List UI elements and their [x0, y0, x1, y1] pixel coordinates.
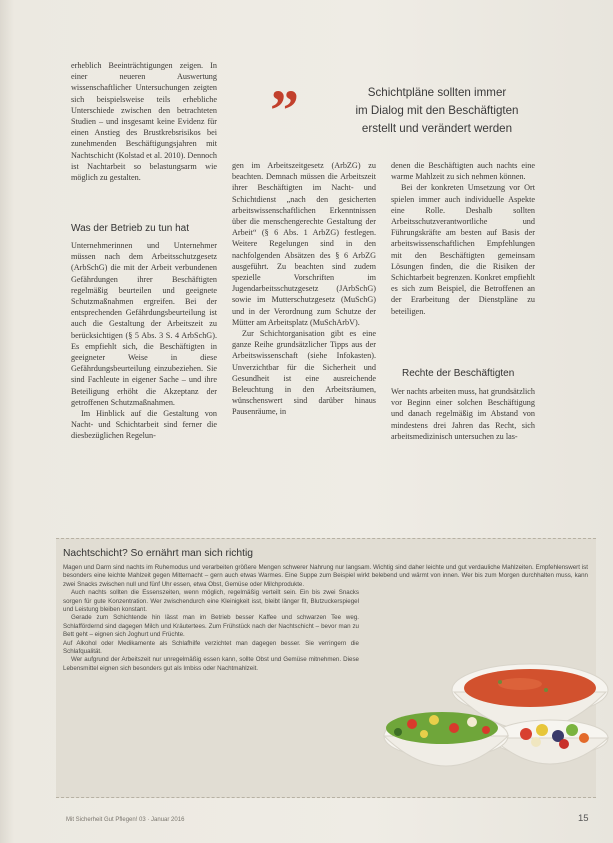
pull-quote [322, 84, 552, 138]
heading-betrieb: Was der Betrieb zu tun hat [71, 223, 190, 234]
heading-rechte: Rechte der Beschäftigten [402, 368, 515, 379]
col3-paragraph-2: Bei der konkreten Umsetzung vor Ort spielen immer auch individuelle Aspekte eine Rolle. Deshalb sollten Arbeitsschutzverantwortliche und Führungskräfte am besten auf Basis der arbeitswissenschaftlichen Empfehlungen mit den Beschäftigten gemeinsam Lösungen finden, die die Risiken der Schichtarbeit begrenzen. Konkret empfiehlt es sich zum Beispiel, die Betroffenen an der Erarbeitung der Dienstpläne zu beteiligen. [391, 183, 535, 316]
info-box-paragraph-3: Gerade zum Schichtende hin lässt man im Betrieb besser Kaffee und schwarzen Tee weg. Schlaffördernd sind dagegen Milch und Kräutertees. Zum Frühstück nach der Nachtschicht – bevor man zu Bett geht – eignen sich Joghurt und Früchte. [63, 614, 359, 639]
info-box-paragraph-5: Wer aufgrund der Arbeitszeit nur unregelmäßig essen kann, sollte Obst und Gemüse mitnehmen. Diese Lebensmittel eignen sich besonders gut als Imbiss oder Nachtmahlzeit. [63, 656, 359, 672]
col1-paragraph-3: Im Hinblick auf die Gestaltung von Nacht- und Schichtarbeit sind ferner die diesbezüglichen Regelun- [71, 409, 217, 441]
col2-paragraph-1: gen im Arbeitszeitgesetz (ArbZG) zu beachten. Demnach müssen die Arbeitszeit ihrer Beschäftigten im Nacht- und Schichtdienst „nach den gesicherten arbeitswissenschaftlichen Erkenntnissen über die menschengerechte Gestaltung der Arbeit“ (§ 6 Abs. 1 ArbZG) festlegen. Weitere Regelungen sind in den nachfolgenden Absätzen des § 6 ArbZG ausgeführt. Zu beachten sind zudem spezielle Vorschriften im Jugendarbeitsschutzgesetz (JArbSchG) sowie im Mutterschutzgesetz (MuSchG) und in der Verordnung zum Schutze der Mütter am Arbeitsplatz (MuSchArbV). [232, 161, 376, 327]
col3-paragraph-3: Wer nachts arbeiten muss, hat grundsätzlich vor Beginn einer solchen Beschäftigung und danach regelmäßig im Abstand von mindestens drei Jahren das Recht, sich arbeitsmedizinisch untersuchen zu las- [391, 387, 535, 441]
col1-paragraph-1: erheblich Beeinträchtigungen zeigen. In einer neueren Auswertung wissenschaftlicher Untersuchungen zeigten sich beispielsweise teils erhebliche Unterschiede zwischen den betrachteten Studien – und insgesamt keine Evidenz für einen Anstieg des Brustkrebsrisikos bei zunehmenden Beschäftigungsjahren mit Nachtschicht (Kolstad et al. 2010). Dennoch ist Nachtarbeit so belastungsarm wie möglich zu gestalten. [71, 61, 217, 183]
salad-bowl-image [384, 712, 508, 766]
footer: Mit Sicherheit Gut Pflegen! 03 · Januar 2016 [66, 817, 185, 823]
info-box-paragraph-4: Auf Alkohol oder Medikamente als Schlafhilfe verzichtet man dagegen besser. Sie verringern die Schlafqualität. [63, 639, 359, 656]
col1-paragraph-2: Unternehmerinnen und Unternehmer müssen nach dem Arbeitsschutzgesetz (ArbSchG) die mit der Arbeit verbundenen Gefährdungen ihrer Beschäftigten regelmäßig beurteilen und geeignete Schutzmaßnahmen ergreifen. Bei der entsprechenden Gefährdungsbeurteilung ist auch die Gestaltung der Arbeitszeit zu berücksichtigen (§ 5 Abs. 3 S. 4 ArbSchG). Es empfiehlt sich, die Beschäftigten in geeigneter Weise in diese Gefährdungsbeurteilung einzubeziehen. Sie sind Fachleute in eigener Sache – und ihre Beteiligung erhöht die Akzeptanz der getroffenen Schutzmaßnahmen. [71, 241, 217, 407]
pull-quote-line-3: erstellt und verändert werden [361, 122, 513, 135]
info-box-paragraph-2: Auch nachts sollten die Essenszeiten, wenn möglich, regelmäßig verteilt sein. Ein bis zwei Snacks sorgen für gute Konzentration. Wer zwischendurch eine Kleinigkeit isst, bleibt länger fit, Blutzuckerspiegel und Leistung bleiben konstant. [63, 589, 359, 614]
pull-quote-line-2: im Dialog mit den Beschäftigten [355, 104, 519, 117]
column-3 [391, 160, 535, 317]
fruit-salad-bowl-image [492, 720, 608, 764]
quote-mark: ” [270, 78, 299, 143]
info-box-paragraph-1: Magen und Darm sind nachts im Ruhemodus und verarbeiten größere Mengen schwerer Nahrung nur langsam. Wichtig sind daher leichte und gut verdauliche Mahlzeiten. Empfehlenswert ist besonders eine leichte Mahlzeit gegen Mitternacht – gern auch etwas Warmes. Eine Suppe zum Beispiel wirkt belebend und wärmt von innen. Wer bis zum Morgen durchhalten muss, kann zwei Snacks zwischen null und fünf Uhr essen, etwa Obst, Gemüse oder Milchprodukte. [63, 564, 588, 588]
column-1-lower [71, 240, 217, 442]
column-2 [232, 160, 376, 418]
column-3-lower [391, 386, 535, 442]
page-number: 15 [578, 813, 589, 824]
column-1 [71, 60, 217, 183]
col3-paragraph-1: denen die Beschäftigten auch nachts eine warme Mahlzeit zu sich nehmen können. [391, 161, 535, 182]
pull-quote-line-1: Schichtpläne sollten immer [367, 86, 507, 99]
info-box-title: Nachtschicht? So ernährt man sich richtig [63, 548, 254, 559]
food-photo [350, 618, 612, 798]
col2-paragraph-2: Zur Schichtorganisation gibt es eine ganze Reihe grundsätzlicher Tipps aus der Arbeitswissenschaft (siehe Infokasten). Unverzichtbar für die Sicherheit und Gesundheit ist eine ausreichende Beleuchtung in den Arbeitsräumen, wünschenswert sind darüber hinaus Pausenräume, in [232, 329, 376, 417]
